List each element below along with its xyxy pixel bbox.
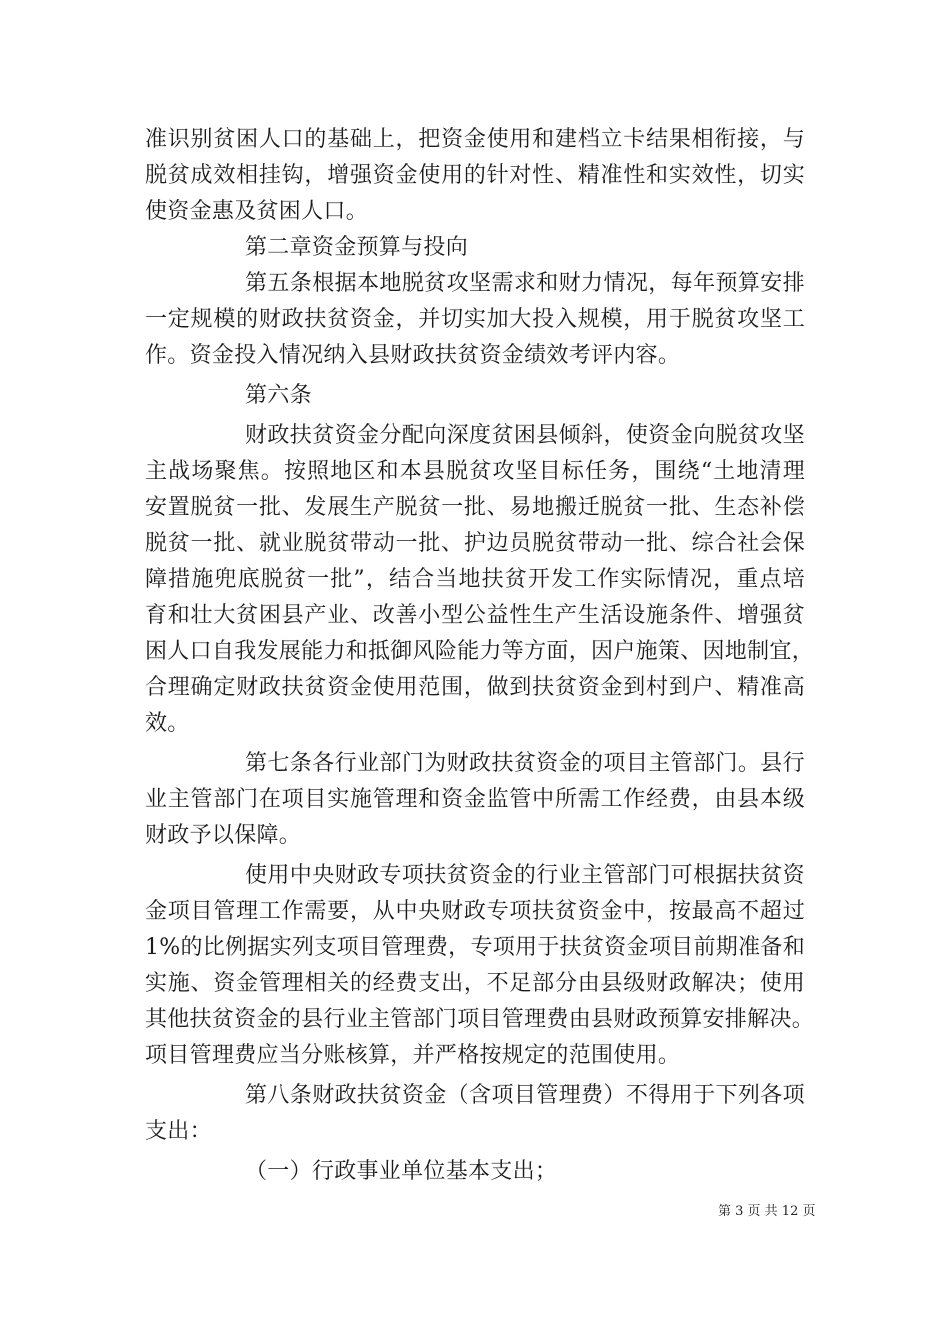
body-line: 支出： [145, 1119, 212, 1144]
body-line: 障措施兜底脱贫一批”，结合当地扶贫开发工作实际情况，重点培 [145, 567, 805, 592]
page-number-footer: 第 3 页 共 12 页 [718, 1204, 816, 1219]
body-line: 脱贫成效相挂钩，增强资金使用的针对性、精准性和实效性，切实 [145, 163, 805, 188]
body-line: 第七条各行业部门为财政扶贫资金的项目主管部门。县行 [245, 751, 805, 776]
body-line: 作。资金投入情况纳入县财政扶贫资金绩效考评内容。 [145, 343, 681, 368]
body-line: 效。 [145, 711, 190, 736]
body-line: 1%的比例据实列支项目管理费，专项用于扶贫资金项目前期准备和 [145, 935, 805, 960]
body-line: 项目管理费应当分账核算，并严格按规定的范围使用。 [145, 1043, 681, 1068]
list-item: （一）行政事业单位基本支出； [245, 1159, 558, 1184]
body-line: 合理确定财政扶贫资金使用范围，做到扶贫资金到村到户、精准高 [145, 675, 805, 700]
body-line: 主战场聚焦。按照地区和本县脱贫攻坚目标任务，围绕“土地清理 [145, 459, 805, 484]
body-line: 一定规模的财政扶贫资金，并切实加大投入规模，用于脱贫攻坚工 [145, 307, 805, 332]
body-line: 困人口自我发展能力和抵御风险能力等方面，因户施策、因地制宜， [145, 639, 815, 664]
body-line: 其他扶贫资金的县行业主管部门项目管理费由县财政预算安排解决。 [145, 1007, 815, 1032]
body-line: 育和壮大贫困县产业、改善小型公益性生产生活设施条件、增强贫 [145, 603, 805, 628]
body-line: 使用中央财政专项扶贫资金的行业主管部门可根据扶贫资 [245, 863, 805, 888]
body-line: 财政予以保障。 [145, 823, 302, 848]
body-line: 实施、资金管理相关的经费支出，不足部分由县级财政解决；使用 [145, 971, 805, 996]
body-line: 业主管部门在项目实施管理和资金监管中所需工作经费，由县本级 [145, 787, 805, 812]
body-line: 安置脱贫一批、发展生产脱贫一批、易地搬迁脱贫一批、生态补偿 [145, 495, 805, 520]
body-line: 第五条根据本地脱贫攻坚需求和财力情况，每年预算安排 [245, 271, 805, 296]
body-line: 第八条财政扶贫资金（含项目管理费）不得用于下列各项 [245, 1083, 805, 1108]
chapter-heading: 第二章资金预算与投向 [245, 235, 469, 260]
body-line: 准识别贫困人口的基础上，把资金使用和建档立卡结果相衔接，与 [145, 127, 805, 152]
body-line: 金项目管理工作需要，从中央财政专项扶贫资金中，按最高不超过 [145, 899, 805, 924]
body-line: 使资金惠及贫困人口。 [145, 199, 369, 224]
body-line: 财政扶贫资金分配向深度贫困县倾斜，使资金向脱贫攻坚 [245, 423, 805, 448]
article-heading: 第六条 [245, 383, 312, 408]
body-line: 脱贫一批、就业脱贫带动一批、护边员脱贫带动一批、综合社会保 [145, 531, 805, 556]
